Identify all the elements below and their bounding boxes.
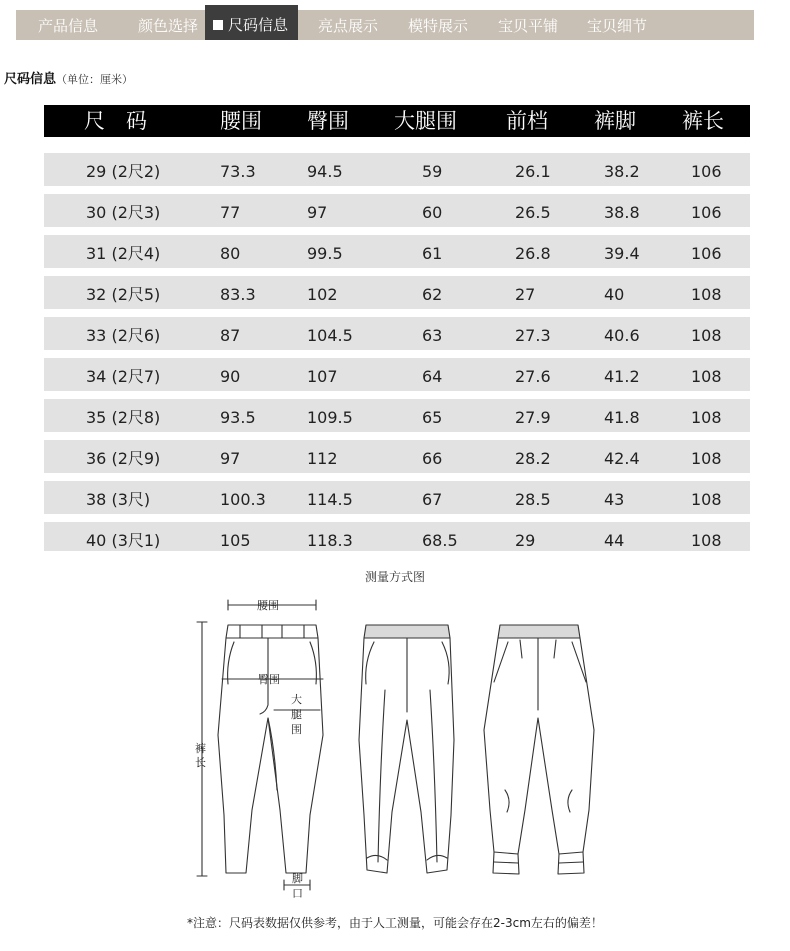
cell-hem: 44	[604, 531, 625, 550]
cell-thigh: 65	[422, 408, 443, 427]
header-length: 裤长	[682, 109, 724, 133]
pants-front-icon	[359, 625, 454, 873]
cell-hem: 42.4	[604, 449, 640, 468]
table-row	[44, 235, 750, 268]
cell-waist: 87	[220, 326, 241, 345]
cell-front-rise: 27.6	[515, 367, 551, 386]
cell-thigh: 60	[422, 203, 443, 222]
section-title	[4, 68, 133, 87]
tab-details[interactable]: 宝贝细节	[587, 17, 648, 35]
cell-hip: 112	[307, 449, 338, 468]
cell-front-rise: 26.5	[515, 203, 551, 222]
cell-size: 29 (2尺2)	[86, 162, 161, 181]
cell-length: 106	[691, 162, 722, 181]
header-waist: 腰围	[220, 109, 262, 133]
cell-waist: 105	[220, 531, 251, 550]
tab-color-select[interactable]: 颜色选择	[138, 17, 199, 35]
cell-thigh: 66	[422, 449, 443, 468]
label-thigh-1: 大	[291, 693, 302, 706]
header-front-rise: 前档	[506, 109, 548, 133]
cell-front-rise: 27.3	[515, 326, 551, 345]
cell-waist: 100.3	[220, 490, 266, 509]
cell-thigh: 63	[422, 326, 443, 345]
tab-size-info-label: 尺码信息	[228, 16, 289, 34]
cell-hem: 38.8	[604, 203, 640, 222]
tab-flat-lay[interactable]: 宝贝平铺	[498, 17, 559, 35]
measurement-diagram	[180, 590, 610, 900]
cell-hem: 39.4	[604, 244, 640, 263]
cell-size: 36 (2尺9)	[86, 449, 161, 468]
cell-hip: 107	[307, 367, 338, 386]
cell-waist: 90	[220, 367, 241, 386]
cell-hem: 41.2	[604, 367, 640, 386]
label-hem-2: 口	[292, 887, 303, 900]
cell-length: 108	[691, 531, 722, 550]
label-hip: 臀围	[258, 673, 280, 686]
cell-waist: 93.5	[220, 408, 256, 427]
cell-front-rise: 26.1	[515, 162, 551, 181]
tab-bar	[16, 10, 754, 40]
table-row	[44, 522, 750, 551]
disclaimer-note: *注意：尺码表数据仅供参考，由于人工测量，可能会存在2-3cm左右的偏差！	[187, 916, 603, 930]
unit-note: （单位：厘米）	[56, 73, 134, 86]
header-hem: 裤脚	[594, 109, 636, 133]
cell-hip: 99.5	[307, 244, 343, 263]
cell-length: 106	[691, 203, 722, 222]
cell-waist: 73.3	[220, 162, 256, 181]
section-title-text: 尺码信息	[4, 72, 57, 87]
table-row	[44, 399, 750, 432]
cell-thigh: 68.5	[422, 531, 458, 550]
cell-front-rise: 27	[515, 285, 536, 304]
cell-size: 33 (2尺6)	[86, 326, 161, 345]
cell-hem: 43	[604, 490, 625, 509]
cell-thigh: 62	[422, 285, 443, 304]
header-size: 尺 码	[84, 109, 147, 133]
table-row	[44, 194, 750, 227]
cell-size: 30 (2尺3)	[86, 203, 161, 222]
cell-hip: 104.5	[307, 326, 353, 345]
cell-front-rise: 27.9	[515, 408, 551, 427]
cell-length: 108	[691, 449, 722, 468]
cell-hem: 40	[604, 285, 625, 304]
label-hem-1: 脚	[292, 872, 303, 885]
table-row	[44, 317, 750, 350]
cell-hem: 41.8	[604, 408, 640, 427]
cell-thigh: 67	[422, 490, 443, 509]
cell-hem: 40.6	[604, 326, 640, 345]
cell-front-rise: 26.8	[515, 244, 551, 263]
cell-front-rise: 28.5	[515, 490, 551, 509]
label-thigh-3: 围	[291, 723, 302, 736]
cell-size: 31 (2尺4)	[86, 244, 161, 263]
cell-hip: 109.5	[307, 408, 353, 427]
tab-highlights[interactable]: 亮点展示	[318, 17, 379, 35]
cell-size: 40 (3尺1)	[86, 531, 161, 550]
cell-hip: 114.5	[307, 490, 353, 509]
label-length-1: 裤	[195, 742, 206, 755]
cell-length: 108	[691, 408, 722, 427]
cell-length: 108	[691, 490, 722, 509]
pants-front-measured-icon	[197, 600, 323, 890]
cell-size: 34 (2尺7)	[86, 367, 161, 386]
table-row	[44, 440, 750, 473]
size-table-header	[44, 105, 750, 137]
header-thigh: 大腿围	[394, 109, 457, 133]
cell-length: 106	[691, 244, 722, 263]
label-length-2: 长	[195, 756, 206, 769]
tab-size-info[interactable]	[205, 5, 298, 40]
cell-thigh: 61	[422, 244, 443, 263]
cell-hem: 38.2	[604, 162, 640, 181]
label-thigh-2: 腿	[291, 708, 302, 721]
cell-waist: 83.3	[220, 285, 256, 304]
cell-size: 35 (2尺8)	[86, 408, 161, 427]
cell-length: 108	[691, 367, 722, 386]
cell-front-rise: 28.2	[515, 449, 551, 468]
tab-model-show[interactable]: 模特展示	[408, 17, 469, 35]
cell-front-rise: 29	[515, 531, 536, 550]
diagram-title: 测量方式图	[364, 570, 425, 584]
label-waist: 腰围	[257, 599, 279, 612]
cell-thigh: 59	[422, 162, 443, 181]
cell-size: 38 (3尺)	[86, 490, 151, 509]
cell-hip: 94.5	[307, 162, 343, 181]
cell-hip: 118.3	[307, 531, 353, 550]
cell-hip: 102	[307, 285, 338, 304]
cell-length: 108	[691, 285, 722, 304]
cell-length: 108	[691, 326, 722, 345]
cell-waist: 77	[220, 203, 241, 222]
cell-size: 32 (2尺5)	[86, 285, 161, 304]
cell-waist: 80	[220, 244, 241, 263]
table-row	[44, 481, 750, 514]
table-row	[44, 358, 750, 391]
table-row	[44, 276, 750, 309]
cell-thigh: 64	[422, 367, 443, 386]
header-hip: 臀围	[307, 109, 349, 133]
table-row	[44, 153, 750, 186]
square-icon	[213, 20, 223, 30]
cell-hip: 97	[307, 203, 328, 222]
pants-cuffed-icon	[484, 625, 594, 874]
cell-waist: 97	[220, 449, 241, 468]
tab-product-info[interactable]: 产品信息	[38, 17, 99, 35]
